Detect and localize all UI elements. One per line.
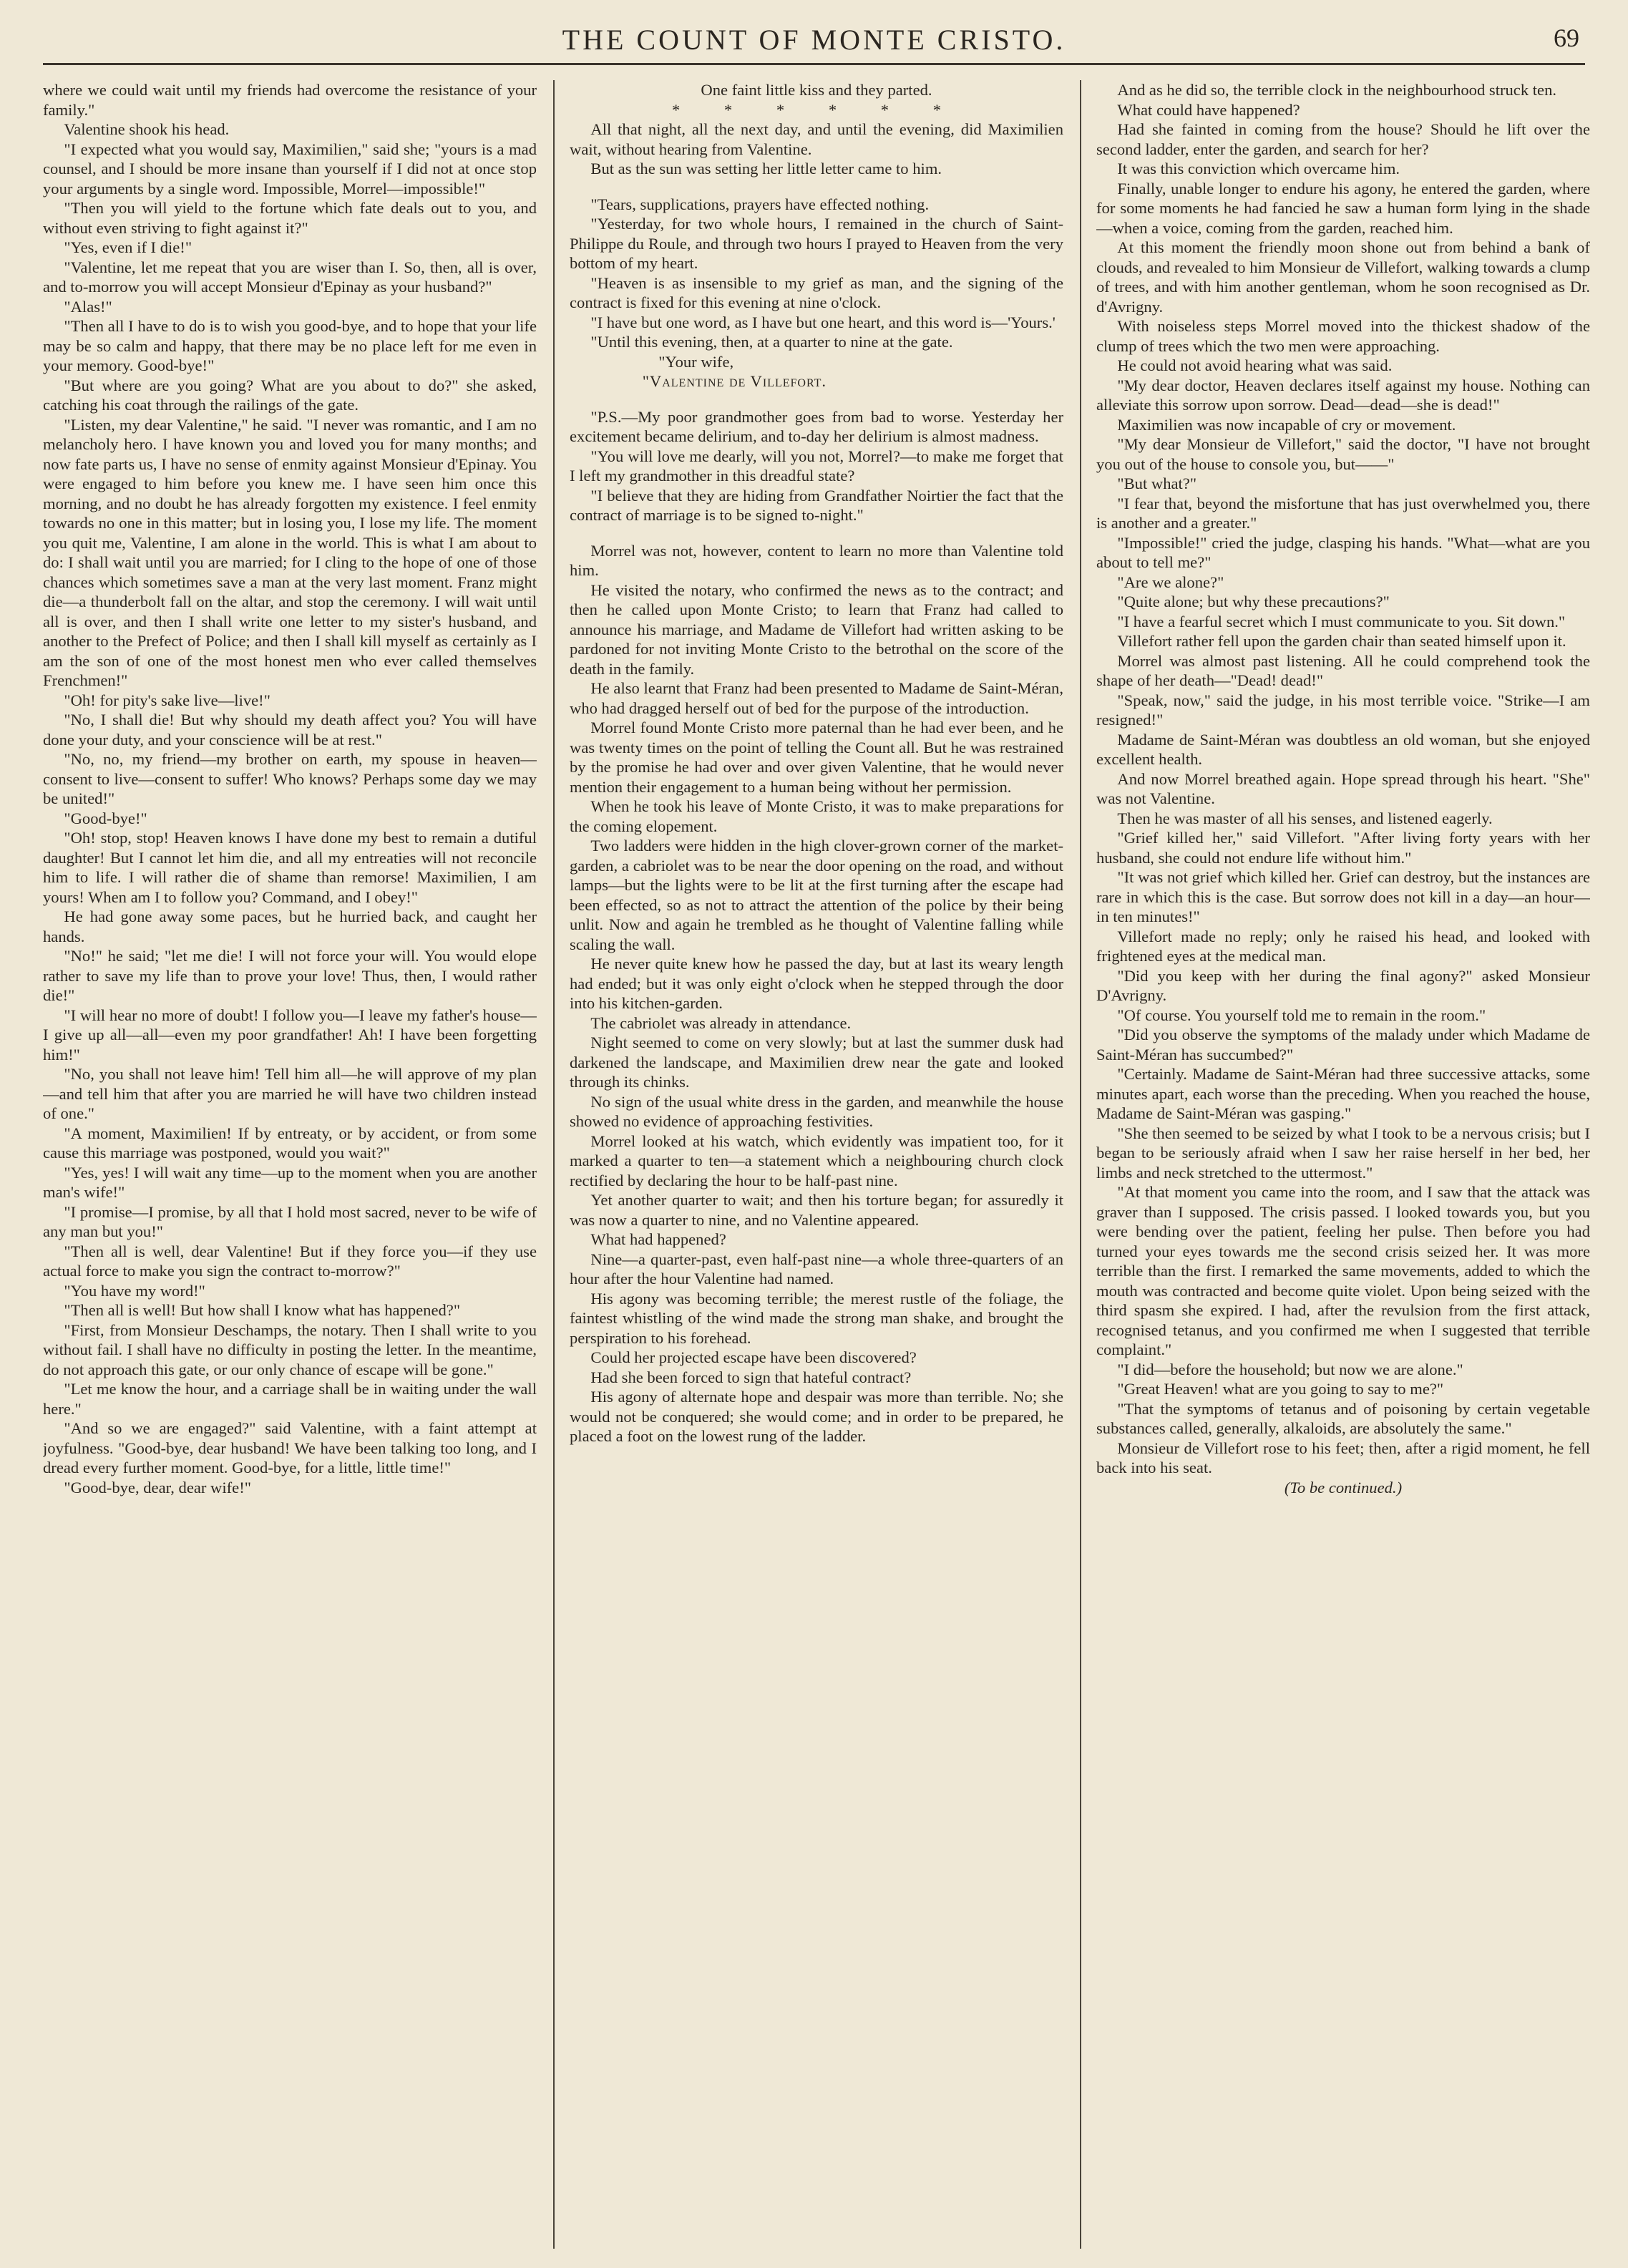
paragraph: Madame de Saint-Méran was doubtless an old woman, but she enjoyed excellent health. xyxy=(1096,730,1590,768)
paragraph: "Grief killed her," said Villefort. "After living forty years with her husband, she could not endure life without him." xyxy=(1096,829,1590,867)
paragraph: "Let me know the hour, and a carriage shall be in waiting under the wall here." xyxy=(43,1380,537,1418)
paragraph: "Certainly. Madame de Saint-Méran had three successive attacks, some minutes apart, each worse than the preceding. When you reached the house, Madame de Saint-Méran was gasping." xyxy=(1096,1065,1590,1122)
paragraph: Finally, unable longer to endure his agony, he entered the garden, where for some moments he had fancied he saw a human form lying in the shade—when a voice, coming from the garden, reached him. xyxy=(1096,179,1590,237)
paragraph: Could her projected escape have been discovered? xyxy=(590,1348,917,1366)
paragraph: "But what?" xyxy=(1117,474,1197,492)
paragraph: Villefort made no reply; only he raised his head, and looked with frightened eyes at the medical man. xyxy=(1096,927,1590,965)
column-rule xyxy=(553,80,555,2249)
paragraph: And now Morrel breathed again. Hope spread through his heart. "She" was not Valentine. xyxy=(1096,769,1590,807)
column-2 xyxy=(570,80,1063,2249)
paragraph: And as he did so, the terrible clock in the neighbourhood struck ten. xyxy=(1117,81,1557,99)
paragraph: "Yes, yes! I will wait any time—up to the moment when you are another man's wife!" xyxy=(43,1163,537,1201)
paragraph: But as the sun was setting her little letter came to him. xyxy=(590,160,942,177)
paragraph: "Good-bye, dear, dear wife!" xyxy=(64,1478,251,1496)
paragraph: He also learnt that Franz had been presented to Madame de Saint-Méran, who had dragged herself out of bed for the purpose of the introduction. xyxy=(570,679,1063,717)
paragraph: "I promise—I promise, by all that I hold most sacred, never to be wife of any man but you!" xyxy=(43,1202,537,1240)
paragraph: Valentine shook his head. xyxy=(64,120,230,138)
column-3 xyxy=(1096,80,1590,2249)
paragraph: Yet another quarter to wait; and then his torture began; for assuredly it was now a quarter to nine, and no Valentine appeared. xyxy=(570,1191,1063,1229)
paragraph: Monsieur de Villefort rose to his feet; then, after a rigid moment, he fell back into his seat. xyxy=(1096,1439,1590,1476)
paragraph: "At that moment you came into the room, and I saw that the attack was graver than I supposed. The crisis passed. I looked towards you, but you were bending over the patient, feeling her pulse. Then before you had turned your eyes towards me the second crisis seized her. It was more terrible than the first. I remarked the same movements, added to which the mouth was contracted and become quite violet. Upon being seized with the third spasm she expired. I had, after the revulsion from the first attack, recognised tetanus, and you confirmed me when I suggested that terrible complaint." xyxy=(1096,1183,1590,1358)
paragraph: He could not avoid hearing what was said. xyxy=(1117,356,1393,374)
paragraph: Then he was master of all his senses, and listened eagerly. xyxy=(1117,809,1493,827)
paragraph: "Impossible!" cried the judge, clasping his hands. "What—what are you about to tell me?" xyxy=(1096,533,1590,571)
paragraph: Morrel was almost past listening. All he could comprehend took the shape of her death—"Dead! dead!" xyxy=(1096,651,1590,689)
paragraph: "Then all is well! But how shall I know what has happened?" xyxy=(64,1301,461,1319)
page-title: THE COUNT OF MONTE CRISTO. xyxy=(562,24,1066,56)
paragraph: He visited the notary, who confirmed the news as to the contract; and then he called upon Monte Cristo; to learn that Franz had called to announce his marriage, and Madame de Villefort had written asking to be pardoned for not inviting Monte Cristo to the betrothal on the score of the death in the family. xyxy=(570,580,1063,678)
paragraph: He never quite knew how he passed the day, but at last its weary length had ended; but it was only eight o'clock when he stepped through the door into his kitchen-garden. xyxy=(570,955,1063,1012)
paragraph: "Alas!" xyxy=(64,297,112,316)
paragraph: What could have happened? xyxy=(1117,100,1300,119)
paragraph: Night seemed to come on very slowly; but at last the summer dusk had darkened the landscape, and Maximilien drew near the gate and looked through its chinks. xyxy=(570,1033,1063,1091)
paragraph: "I did—before the household; but now we are alone." xyxy=(1117,1360,1463,1378)
letter-paragraph: "I have but one word, as I have but one heart, and this word is—'Yours.' xyxy=(590,313,1056,331)
letter-paragraph: "Heaven is as insensible to my grief as man, and the signing of the contract is fixed for this evening at nine o'clock. xyxy=(570,273,1063,311)
paragraph: "You have my word!" xyxy=(64,1281,205,1300)
paragraph: "Then all I have to do is to wish you good-bye, and to hope that your life may be so calm and happy, that there may be no place left for me even in your memory. Good-bye!" xyxy=(43,317,537,374)
paragraph: "That the symptoms of tetanus and of poisoning by certain vegetable substances called, generally, alkaloids, are absolutely the same." xyxy=(1096,1399,1590,1437)
paragraph: His agony of alternate hope and despair was more than terrible. No; she would not be conquered; she would come; and in order to be prepared, he placed a foot on the lowest rung of the ladder. xyxy=(570,1388,1063,1445)
paragraph: Nine—a quarter-past, even half-past nine—a whole three-quarters of an hour after the hour Valentine had named. xyxy=(570,1250,1063,1288)
letter-paragraph: "Until this evening, then, at a quarter to nine at the gate. xyxy=(590,333,953,351)
paragraph: "Oh! for pity's sake live—live!" xyxy=(64,691,270,709)
paragraph: It was this conviction which overcame him. xyxy=(1117,160,1400,177)
paragraph: He had gone away some paces, but he hurried back, and caught her hands. xyxy=(43,907,537,945)
paragraph: His agony was becoming terrible; the merest rustle of the foliage, the faintest whistling of the wind made the strong man shake, and brought the perspiration to his forehead. xyxy=(570,1289,1063,1347)
paragraph: "Of course. You yourself told me to remain in the room." xyxy=(1117,1006,1486,1024)
paragraph: "Did you keep with her during the final agony?" asked Monsieur D'Avrigny. xyxy=(1096,966,1590,1004)
paragraph: "Valentine, let me repeat that you are wiser than I. So, then, all is over, and to-morrow you will accept Monsieur d'Epinay as your husband?" xyxy=(43,258,537,296)
paragraph: "I expected what you would say, Maximilien," said she; "yours is a mad counsel, and I should be more insane than yourself if I did not at once stop your arguments by a single word. Impossible, Morrel—impossible!" xyxy=(43,140,537,198)
column-rule xyxy=(1080,80,1081,2249)
letter-paragraph: "Yesterday, for two whole hours, I remained in the church of Saint-Philippe du Roule, and through two hours I prayed to Heaven from the very bottom of my heart. xyxy=(570,215,1063,272)
paragraph: When he took his leave of Monte Cristo, it was to make preparations for the coming elopement. xyxy=(570,797,1063,835)
paragraph: Had she been forced to sign that hateful contract? xyxy=(590,1368,912,1386)
paragraph: "Listen, my dear Valentine," he said. "I never was romantic, and I am no melancholy hero. I have known you and loved you for many months; and now fate parts us, I have no sense of enmity against Monsieur d'Epinay. You were engaged to him before you knew me. I have seen him once this morning, and no doubt he has already forgotten my existence. I feel enmity towards no one in this matter; but in losing you, I lose my life. The moment you quit me, Valentine, I am alone in the world. This is what I am about to do: I shall wait until you are married; for I cling to the hope of one of those chances which sometimes save a man at the very last moment. Franz might die—a thunderbolt fall on the altar, and stop the ceremony. I will wait until all is over, and then I shall write one letter to my sister's husband, and another to the Prefect of Police; and then I shall kill myself as certainly as I am the son of one of the most honest men who ever called themselves Frenchmen!" xyxy=(43,415,537,689)
letter-paragraph: "You will love me dearly, will you not, Morrel?—to make me forget that I left my grandmother in this dreadful state? xyxy=(570,447,1063,485)
letter-postscript: "P.S.—My poor grandmother goes from bad to worse. Yesterday her excitement became delirium, and to-day her delirium is almost madness. xyxy=(570,407,1063,445)
paragraph: Villefort rather fell upon the garden chair than seated himself upon it. xyxy=(1117,632,1566,650)
paragraph: "Then all is well, dear Valentine! But if they force you—if they use actual force to make you sign the contract to-morrow?" xyxy=(43,1242,537,1280)
paragraph: "Did you observe the symptoms of the malady under which Madame de Saint-Méran has succumbed?" xyxy=(1096,1026,1590,1064)
letter-paragraph: "I believe that they are hiding from Grandfather Noirtier the fact that the contract of marriage is to be signed to-night." xyxy=(570,486,1063,524)
paragraph: "Speak, now," said the judge, in his most terrible voice. "Strike—I am resigned!" xyxy=(1096,691,1590,729)
paragraph: "Oh! stop, stop! Heaven knows I have done my best to remain a dutiful daughter! But I cannot let him die, and all my entreaties will not reconcile him to life. I will rather die of shame than remorse! Maximilien, I am yours! When am I to follow you? Command, and I obey!" xyxy=(43,829,537,906)
paragraph: Maximilien was now incapable of cry or movement. xyxy=(1117,415,1456,434)
paragraph: "My dear Monsieur de Villefort," said the doctor, "I have not brought you out of the house to console you, but——" xyxy=(1096,435,1590,473)
paragraph: No sign of the usual white dress in the garden, and meanwhile the house showed no evidence of approaching festivities. xyxy=(570,1092,1063,1130)
paragraph: where we could wait until my friends had overcome the resistance of your family." xyxy=(43,81,537,119)
paragraph: At this moment the friendly moon shone out from behind a bank of clouds, and revealed to him Monsieur de Villefort, walking towards a clump of trees, and with him another gentleman, whom he soon recognised as Dr. d'Avrigny. xyxy=(1096,238,1590,316)
paragraph: "First, from Monsieur Deschamps, the notary. Then I shall write to you without fail. I shall have no difficulty in posting the letter. In the meantime, do not approach this gate, or our only chance of escape will be gone." xyxy=(43,1320,537,1378)
paragraph: The cabriolet was already in attendance. xyxy=(590,1013,852,1032)
letter-paragraph: "Tears, supplications, prayers have effected nothing. xyxy=(590,195,930,213)
paragraph: "Good-bye!" xyxy=(64,809,147,827)
letter-signature: "Valentine de Villefort. xyxy=(642,372,827,390)
paragraph: With noiseless steps Morrel moved into the thickest shadow of the clump of trees which the two men were approaching. xyxy=(1096,317,1590,355)
paragraph: All that night, all the next day, and until the evening, did Maximilien wait, without hearing from Valentine. xyxy=(570,120,1063,158)
paragraph: "A moment, Maximilien! If by entreaty, or by accident, or from some cause this marriage was postponed, would you wait?" xyxy=(43,1124,537,1162)
paragraph: One faint little kiss and they parted. xyxy=(701,81,932,99)
paragraph: Had she fainted in coming from the house? Should he lift over the second ladder, enter the garden, and search for her? xyxy=(1096,120,1590,158)
paragraph: "I fear that, beyond the misfortune that has just overwhelmed you, there is another and a greater." xyxy=(1096,494,1590,532)
paragraph: "My dear doctor, Heaven declares itself against my house. Nothing can alleviate this sorrow upon sorrow. Dead—dead—she is dead!" xyxy=(1096,376,1590,414)
paragraph: "No, you shall not leave him! Tell him all—he will approve of my plan—and tell him that after you are married he will have two children instead of one." xyxy=(43,1065,537,1122)
paragraph: Two ladders were hidden in the high clover-grown corner of the market-garden, a cabriolet was to be near the door opening on the road, and without lamps—but the lights were to be lit at the first turning after the escape had been effected, so as not to attract the attention of the police by their being unlit. Now and again he trembled as he thought of Valentine falling while scaling the wall. xyxy=(570,837,1063,953)
paragraph: "Quite alone; but why these precautions?" xyxy=(1117,593,1390,610)
paragraph: "No, no, my friend—my brother on earth, my spouse in heaven—consent to live—consent to suffer! Who knows? Perhaps some day we may be united!" xyxy=(43,750,537,807)
running-header xyxy=(43,19,1585,65)
to-be-continued-note: (To be continued.) xyxy=(1284,1478,1403,1496)
paragraph: "Great Heaven! what are you going to say to me?" xyxy=(1117,1380,1444,1398)
paragraph: "No, I shall die! But why should my death affect you? You will have done your duty, and your conscience will be at rest." xyxy=(43,711,537,749)
paragraph: Morrel was not, however, content to learn no more than Valentine told him. xyxy=(570,541,1063,579)
paragraph: "And so we are engaged?" said Valentine, with a faint attempt at joyfulness. "Good-bye, dear husband! We have been talking too long, and I dread every further moment. Good-bye, for a little, little time!" xyxy=(43,1419,537,1476)
paragraph: Morrel looked at his watch, which evidently was impatient too, for it marked a quarter to ten—a statement which a neighbouring church clock rectified by declaring the hour to be half-past nine. xyxy=(570,1131,1063,1189)
section-break-stars: * * * * * * xyxy=(671,100,962,119)
paragraph: What had happened? xyxy=(590,1230,726,1248)
paragraph: "Yes, even if I die!" xyxy=(64,238,192,256)
letter-closing: "Your wife, xyxy=(658,352,734,371)
page-number: 69 xyxy=(1554,24,1579,52)
paragraph: "She then seemed to be seized by what I took to be a nervous crisis; but I began to be seriously afraid when I saw her raise herself in her bed, her limbs and neck stretched to the uttermost." xyxy=(1096,1124,1590,1182)
column-1 xyxy=(43,80,537,2249)
paragraph: "I have a fearful secret which I must communicate to you. Sit down." xyxy=(1117,612,1566,631)
paragraph: "No!" he said; "let me die! I will not force your will. You would elope rather to save my life than to prove your love! Thus, then, I would rather die!" xyxy=(43,947,537,1004)
paragraph: "I will hear no more of doubt! I follow you—I leave my father's house—I give up all—all—even my poor grandfather! Ah! I have been forgetting him!" xyxy=(43,1006,537,1064)
paragraph: Morrel found Monte Cristo more paternal than he had ever been, and he was twenty times on the point of telling the Count all. But he was restrained by the promise he had over and over given Valentine, that he would never mention their engagement to a human being without her permission. xyxy=(570,719,1063,796)
paragraph: "It was not grief which killed her. Grief can destroy, but the instances are rare in which this is the case. But sorrow does not kill in a day—an hour—in ten minutes!" xyxy=(1096,868,1590,925)
paragraph: "But where are you going? What are you about to do?" she asked, catching his coat through the railings of the gate. xyxy=(43,376,537,414)
paragraph: "Then you will yield to the fortune which fate deals out to you, and without even striving to fight against it?" xyxy=(43,199,537,237)
paragraph: "Are we alone?" xyxy=(1117,573,1224,591)
